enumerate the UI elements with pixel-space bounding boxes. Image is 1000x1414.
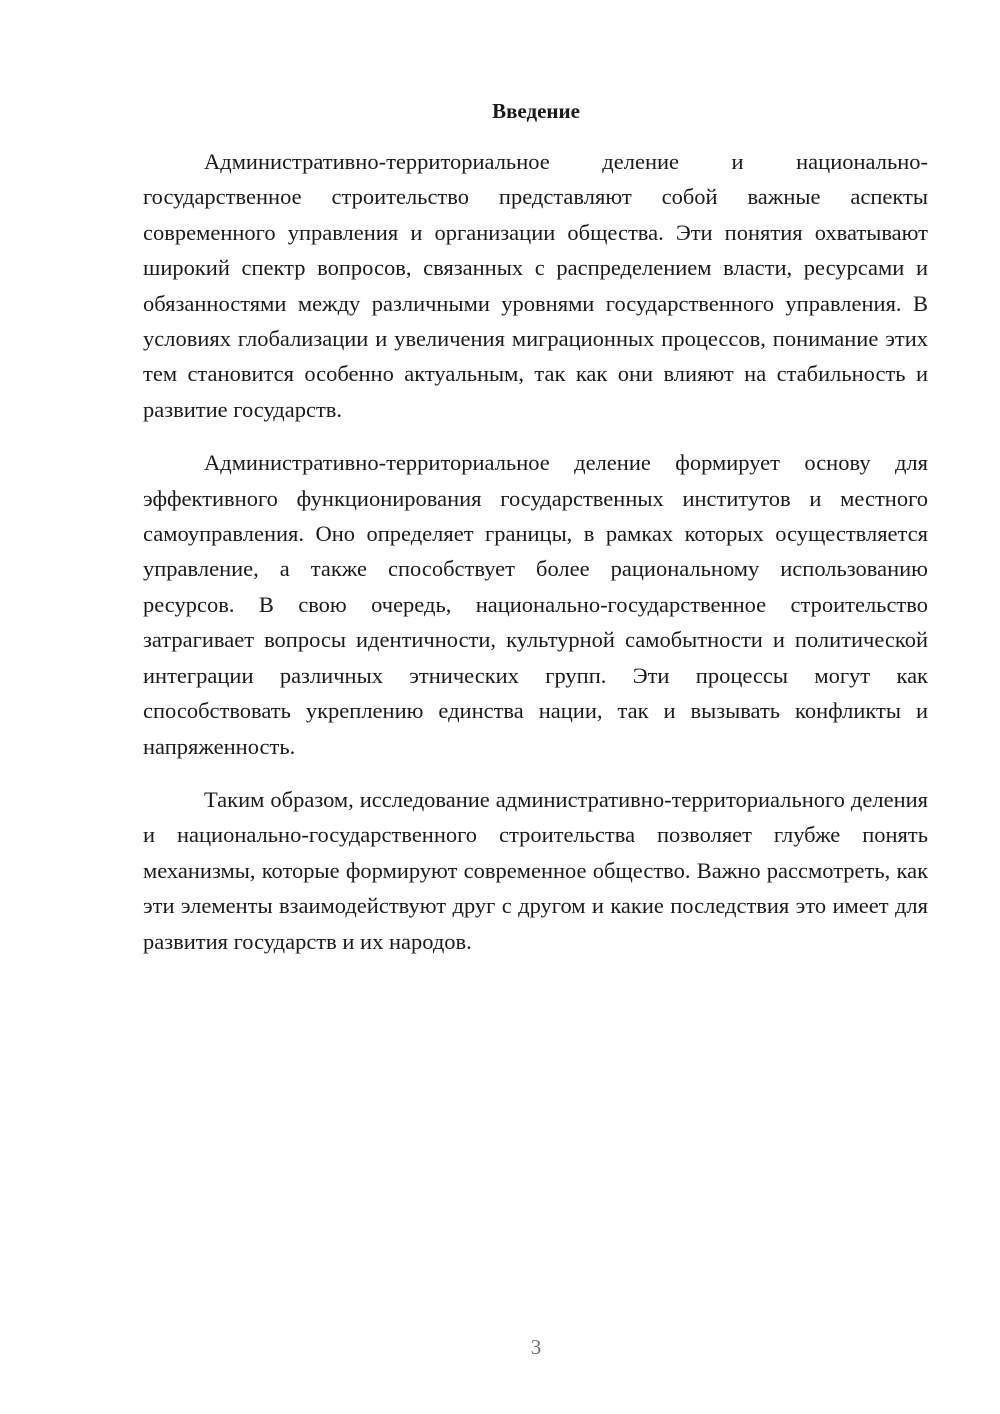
body-text <box>143 144 928 977</box>
page-number: 3 <box>530 1335 542 1359</box>
paragraph-2: Административно-территориальное деление формирует основу для эффективного функционирования государственных институтов и местного самоуправления. Оно определяет границы, в рамках которых осуществляется управление, а также способствует более рациональному использованию ресурсов. В свою очередь, национально-государственное строительство затрагивает вопросы идентичности, культурной самобытности и политической интеграции различных этнических групп. Эти процессы могут как способствовать укреплению единства нации, так и вызывать конфликты и напряженность. <box>143 450 928 759</box>
paragraph-3: Таким образом, исследование административно-территориального деления и национально-государственного строительства позволяет глубже понять механизмы, которые формируют современное общество. Важно рассмотреть, как эти элементы взаимодействуют друг с другом и какие последствия это имеет для развития государств и их народов. <box>143 786 928 954</box>
section-heading: Введение <box>492 99 580 123</box>
paragraph-1: Административно-территориальное деление и национально-государственное строительство представляют собой важные аспекты современного управления и организации общества. Эти понятия охватывают широкий спектр вопросов, связанных с распределением власти, ресурсами и обязанностями между различными уровнями государственного управления. В условиях глобализации и увеличения миграционных процессов, понимание этих тем становится особенно актуальным, так как они влияют на стабильность и развитие государств. <box>143 149 928 422</box>
